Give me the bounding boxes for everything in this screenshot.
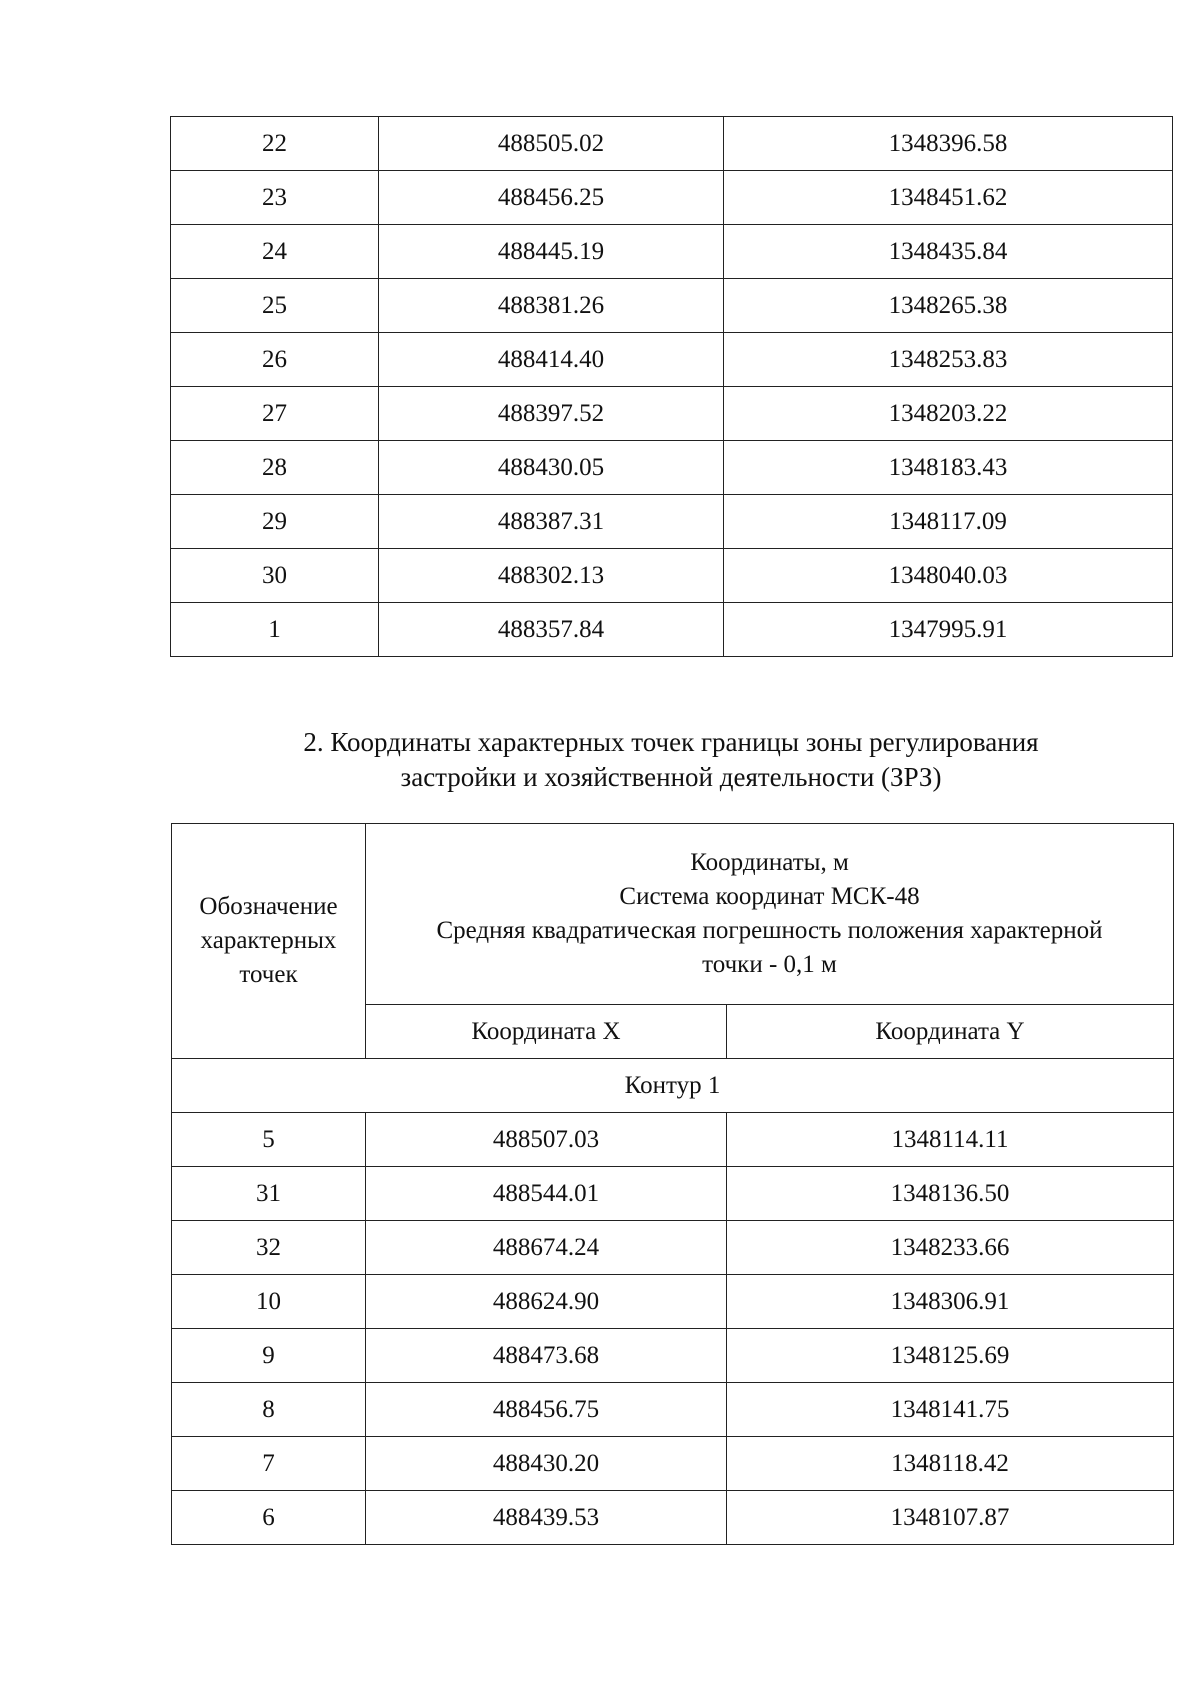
table-row xyxy=(171,495,1173,549)
header-line: Система координат МСК-48 xyxy=(619,883,920,910)
point-number-cell: 29 xyxy=(171,495,379,549)
coord-x-cell: 488473.68 xyxy=(366,1329,727,1383)
coord-x-cell: 488439.53 xyxy=(366,1491,727,1545)
designation-header xyxy=(172,824,366,1059)
point-number-cell: 8 xyxy=(172,1383,366,1437)
coord-x-cell: 488456.75 xyxy=(366,1383,727,1437)
table-row xyxy=(171,279,1173,333)
header-line: точек xyxy=(239,961,298,988)
table-row xyxy=(172,1329,1174,1383)
coord-x-cell: 488507.03 xyxy=(366,1113,727,1167)
coord-x-cell: 488544.01 xyxy=(366,1167,727,1221)
contour-row xyxy=(172,1059,1174,1113)
point-number-cell: 1 xyxy=(171,603,379,657)
point-number-cell: 28 xyxy=(171,441,379,495)
table-row xyxy=(171,549,1173,603)
coordinates-header xyxy=(366,824,1174,1005)
header-row xyxy=(172,824,1174,1005)
table-row xyxy=(171,603,1173,657)
coord-y-cell: 1348107.87 xyxy=(727,1491,1174,1545)
point-number-cell: 32 xyxy=(172,1221,366,1275)
point-number-cell: 6 xyxy=(172,1491,366,1545)
coord-y-cell: 1348136.50 xyxy=(727,1167,1174,1221)
point-number-cell: 24 xyxy=(171,225,379,279)
header-line: точки - 0,1 м xyxy=(702,951,837,978)
point-number-cell: 22 xyxy=(171,117,379,171)
coord-y-cell: 1348117.09 xyxy=(724,495,1173,549)
point-number-cell: 9 xyxy=(172,1329,366,1383)
coord-y-cell: 1348203.22 xyxy=(724,387,1173,441)
point-number-cell: 5 xyxy=(172,1113,366,1167)
coordinates-table-continued xyxy=(170,116,1173,657)
header-line: характерных xyxy=(200,927,337,954)
coord-y-cell: 1348125.69 xyxy=(727,1329,1174,1383)
coord-x-cell: 488624.90 xyxy=(366,1275,727,1329)
coord-x-cell: 488456.25 xyxy=(379,171,724,225)
table-row xyxy=(171,117,1173,171)
table-row xyxy=(172,1221,1174,1275)
table-row xyxy=(172,1491,1174,1545)
coord-y-cell: 1347995.91 xyxy=(724,603,1173,657)
table-body xyxy=(171,117,1173,657)
table-row xyxy=(171,441,1173,495)
coord-x-cell: 488674.24 xyxy=(366,1221,727,1275)
coord-y-cell: 1348114.11 xyxy=(727,1113,1174,1167)
zrz-coordinates-table xyxy=(171,823,1174,1545)
table-row xyxy=(171,387,1173,441)
coord-x-header: Координата X xyxy=(366,1005,727,1059)
coord-x-cell: 488430.05 xyxy=(379,441,724,495)
coord-y-cell: 1348183.43 xyxy=(724,441,1173,495)
header-line: Средняя квадратическая погрешность положения характерной xyxy=(436,917,1103,944)
coord-y-cell: 1348118.42 xyxy=(727,1437,1174,1491)
section-title xyxy=(170,725,1172,795)
coord-x-cell: 488302.13 xyxy=(379,549,724,603)
point-number-cell: 26 xyxy=(171,333,379,387)
coord-y-cell: 1348040.03 xyxy=(724,549,1173,603)
section-title-line: 2. Координаты характерных точек границы зоны регулирования xyxy=(303,727,1039,757)
coord-y-header: Координата Y xyxy=(727,1005,1174,1059)
contour-label: Контур 1 xyxy=(172,1059,1174,1113)
point-number-cell: 31 xyxy=(172,1167,366,1221)
table-row xyxy=(171,171,1173,225)
point-number-cell: 25 xyxy=(171,279,379,333)
coord-x-cell: 488445.19 xyxy=(379,225,724,279)
point-number-cell: 23 xyxy=(171,171,379,225)
table-row xyxy=(172,1437,1174,1491)
point-number-cell: 27 xyxy=(171,387,379,441)
header-line: Обозначение xyxy=(199,893,338,920)
coord-y-cell: 1348451.62 xyxy=(724,171,1173,225)
coord-y-cell: 1348233.66 xyxy=(727,1221,1174,1275)
coord-y-cell: 1348265.38 xyxy=(724,279,1173,333)
table-row xyxy=(172,1167,1174,1221)
coord-x-cell: 488505.02 xyxy=(379,117,724,171)
coord-y-cell: 1348396.58 xyxy=(724,117,1173,171)
coord-x-cell: 488357.84 xyxy=(379,603,724,657)
table-row xyxy=(171,225,1173,279)
coord-x-cell: 488414.40 xyxy=(379,333,724,387)
section-title-line: застройки и хозяйственной деятельности (ЗРЗ) xyxy=(400,762,942,792)
coord-y-cell: 1348253.83 xyxy=(724,333,1173,387)
coord-x-cell: 488430.20 xyxy=(366,1437,727,1491)
coord-y-cell: 1348141.75 xyxy=(727,1383,1174,1437)
point-number-cell: 30 xyxy=(171,549,379,603)
coord-x-cell: 488387.31 xyxy=(379,495,724,549)
point-number-cell: 7 xyxy=(172,1437,366,1491)
coord-x-cell: 488381.26 xyxy=(379,279,724,333)
table-row xyxy=(172,1113,1174,1167)
header-line: Координаты, м xyxy=(690,849,849,876)
point-number-cell: 10 xyxy=(172,1275,366,1329)
coord-x-cell: 488397.52 xyxy=(379,387,724,441)
coord-y-cell: 1348306.91 xyxy=(727,1275,1174,1329)
table-row xyxy=(172,1383,1174,1437)
coord-y-cell: 1348435.84 xyxy=(724,225,1173,279)
table-row xyxy=(172,1275,1174,1329)
table-body xyxy=(172,824,1174,1545)
table-row xyxy=(171,333,1173,387)
